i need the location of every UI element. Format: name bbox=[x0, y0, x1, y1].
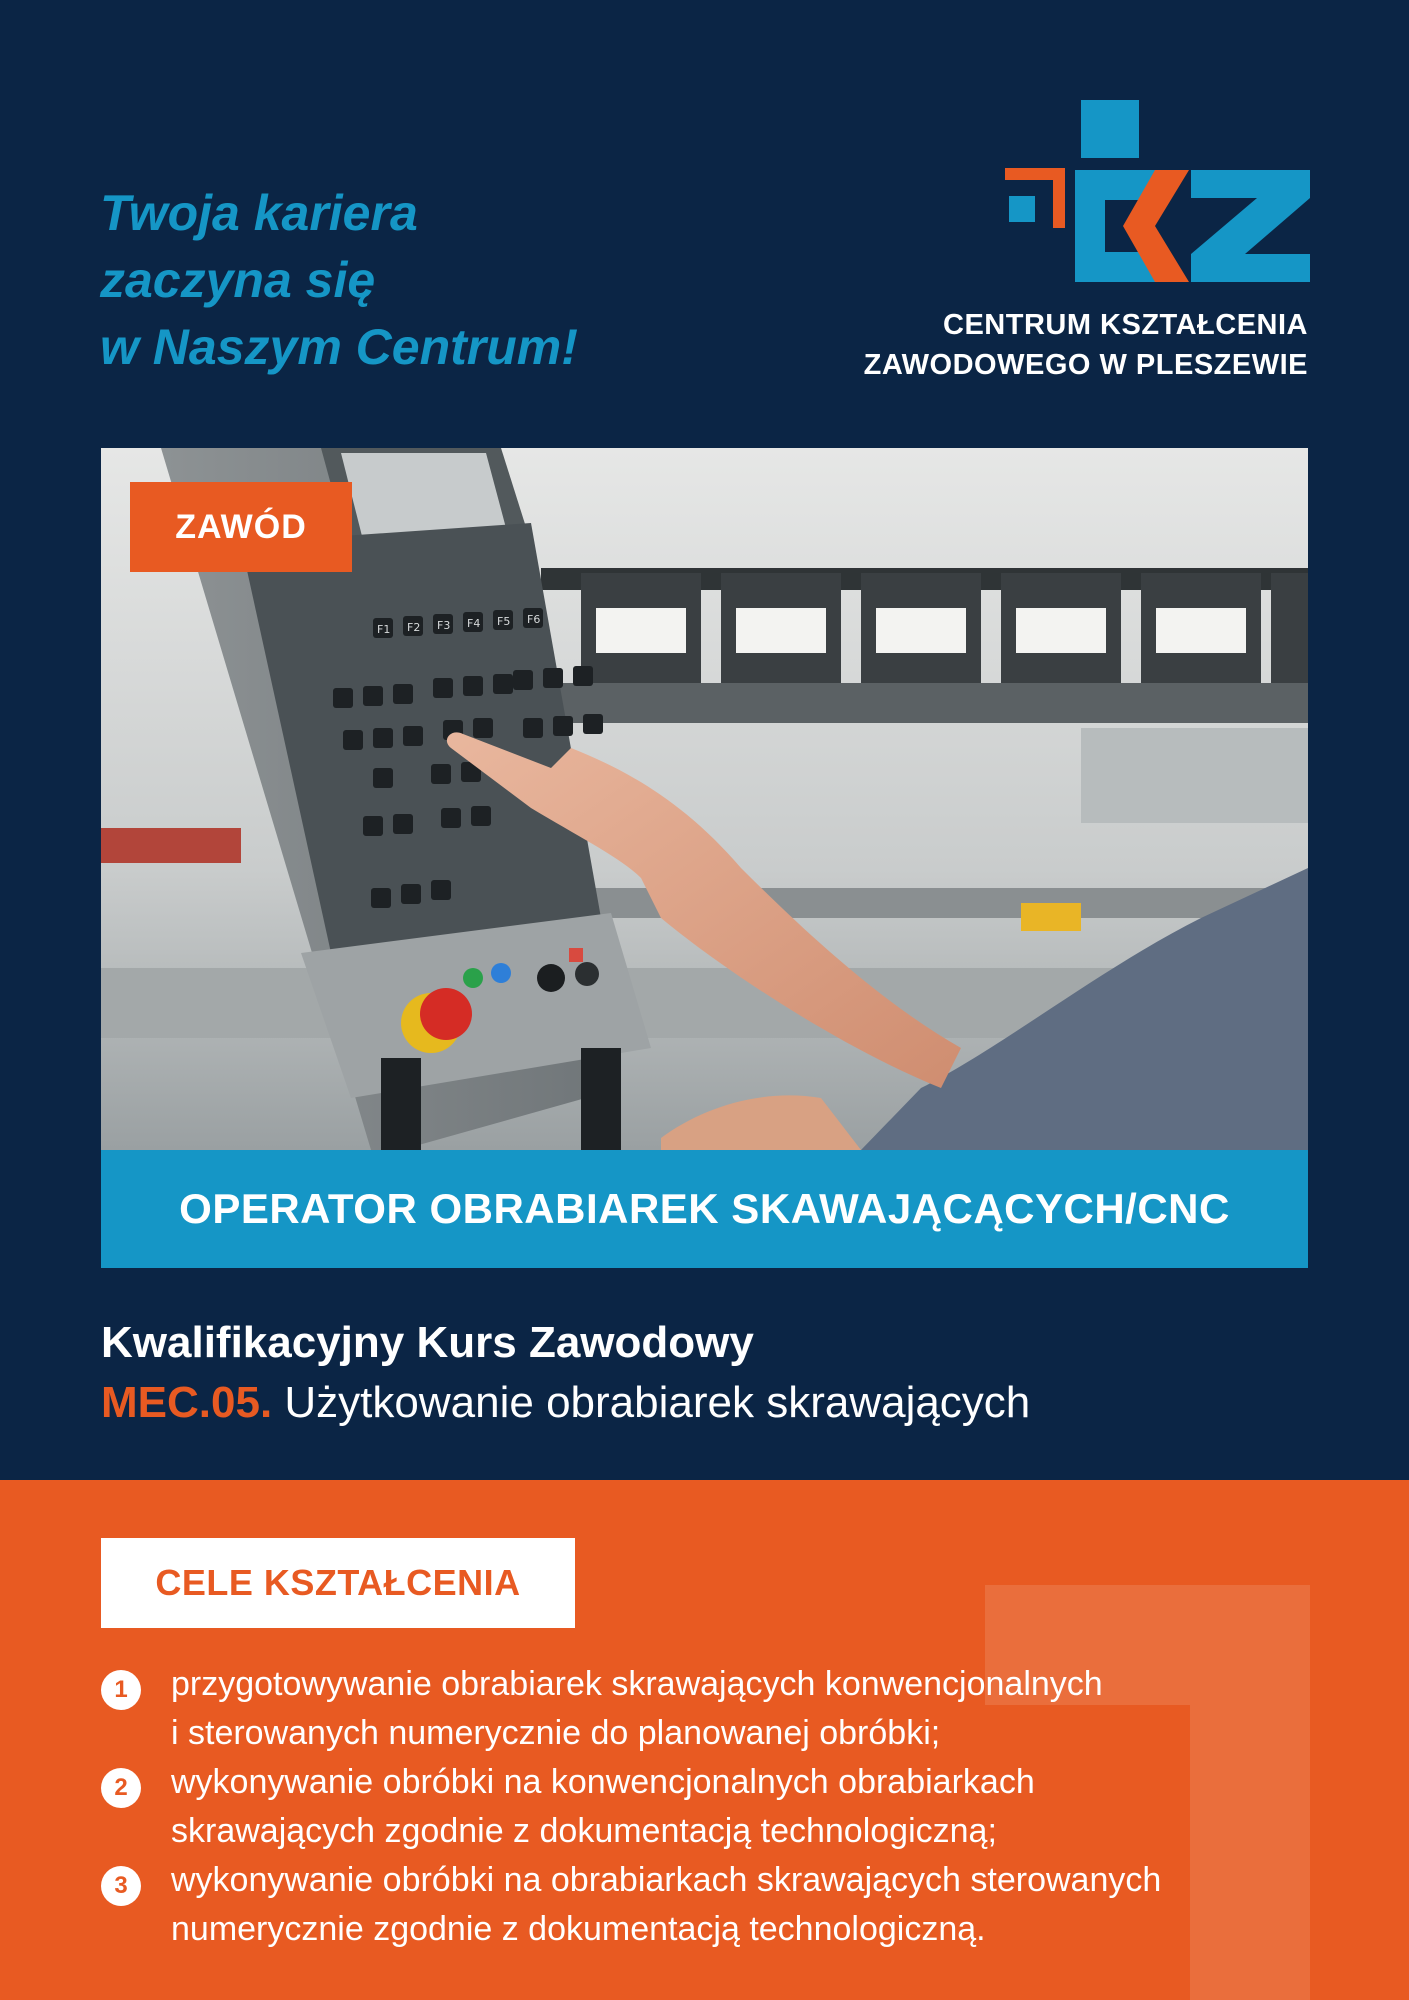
goal-text bbox=[171, 1856, 1331, 1954]
logo-small-square bbox=[1009, 196, 1035, 222]
logo-square-blue bbox=[1081, 100, 1139, 158]
logo-text-line: ZAWODOWEGO W PLESZEWIE bbox=[863, 349, 1308, 381]
logo-letter-z bbox=[1191, 170, 1310, 282]
number-badge: 2 bbox=[101, 1768, 141, 1808]
tagline-line: Twoja kariera bbox=[100, 185, 418, 241]
goal-text bbox=[171, 1660, 1331, 1758]
course-title: Kwalifikacyjny Kurs Zawodowy bbox=[101, 1318, 754, 1367]
key-label: F1 bbox=[377, 623, 391, 636]
goal-line: skrawających zgodnie z dokumentacją technologiczną; bbox=[171, 1812, 997, 1850]
goals-heading: CELE KSZTAŁCENIA bbox=[101, 1538, 575, 1628]
course-qualification bbox=[101, 1378, 1030, 1428]
goal-line: i sterowanych numerycznie do planowanej obróbki; bbox=[171, 1714, 941, 1752]
list-item bbox=[101, 1856, 1331, 1954]
profession-banner: OPERATOR OBRABIAREK SKAWAJĄCĄCYCH/CNC bbox=[101, 1150, 1308, 1268]
tagline bbox=[100, 180, 578, 381]
goal-line: wykonywanie obróbki na konwencjonalnych obrabiarkach bbox=[171, 1763, 1035, 1801]
key-label: F3 bbox=[437, 619, 451, 632]
key-label: F5 bbox=[497, 615, 511, 628]
goals-list bbox=[101, 1660, 1331, 1954]
tagline-line: w Naszym Centrum! bbox=[100, 319, 578, 375]
number-badge: 3 bbox=[101, 1866, 141, 1906]
list-item bbox=[101, 1660, 1331, 1758]
key-label: F6 bbox=[527, 613, 541, 626]
logo-text bbox=[864, 305, 1308, 385]
goal-text bbox=[171, 1758, 1331, 1856]
key-label: F4 bbox=[467, 617, 481, 630]
key-label: F2 bbox=[407, 621, 421, 634]
list-item bbox=[101, 1758, 1331, 1856]
logo-text-line: CENTRUM KSZTAŁCENIA bbox=[943, 309, 1308, 341]
tagline-line: zaczyna się bbox=[100, 252, 376, 308]
goal-line: przygotowywanie obrabiarek skrawających konwencjonalnych bbox=[171, 1665, 1103, 1703]
course-name: Użytkowanie obrabiarek skrawających bbox=[284, 1378, 1031, 1427]
number-badge: 1 bbox=[101, 1670, 141, 1710]
goal-line: wykonywanie obróbki na obrabiarkach skrawających sterowanych bbox=[171, 1861, 1162, 1899]
ckz-logo bbox=[1005, 98, 1310, 288]
profession-badge: ZAWÓD bbox=[130, 482, 352, 572]
course-code: MEC.05. bbox=[101, 1378, 273, 1427]
goal-line: numerycznie zgodnie z dokumentacją technologiczną. bbox=[171, 1910, 986, 1948]
